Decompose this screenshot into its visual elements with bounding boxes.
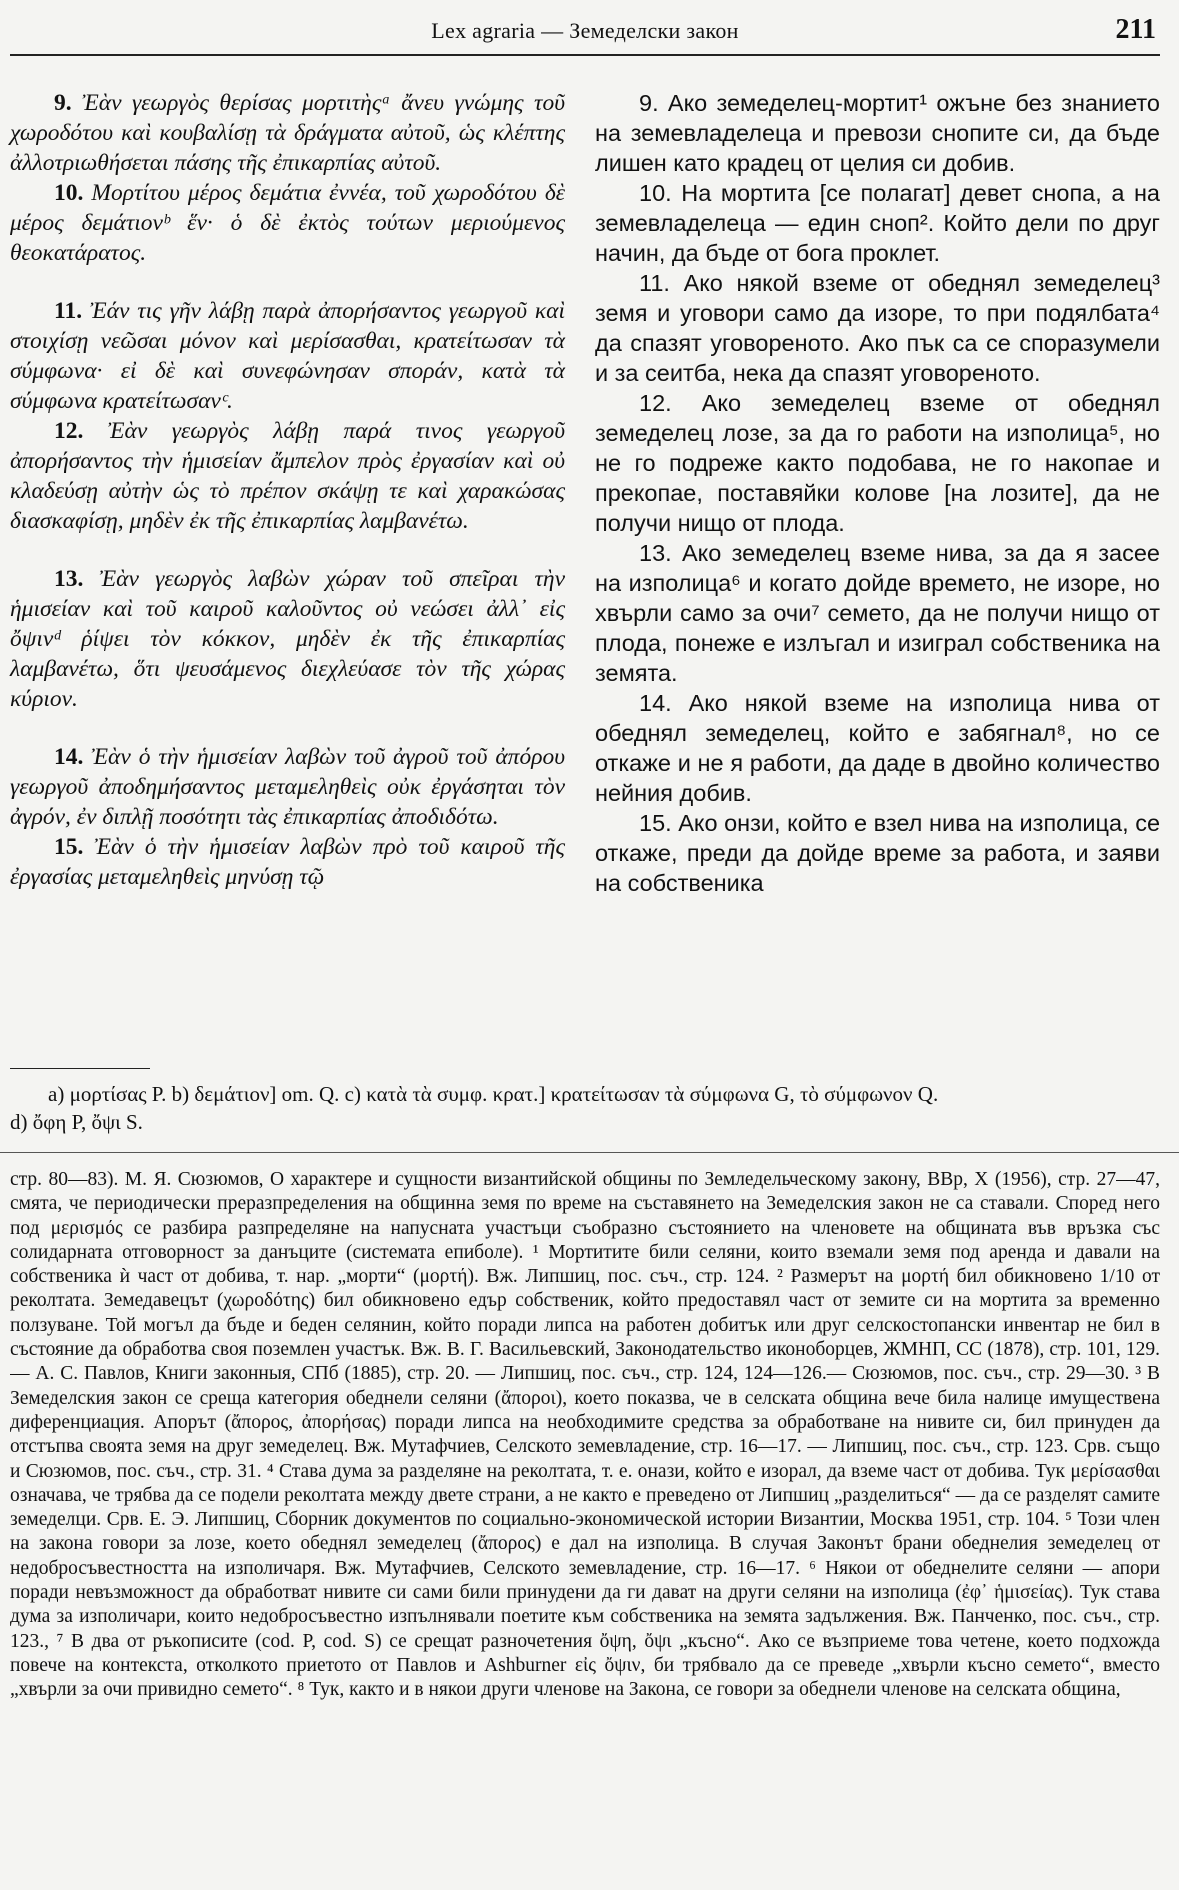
apparatus-divider: [10, 1068, 150, 1069]
greek-column: [10, 88, 565, 892]
bg-article-12: 12. Ако земеделец вземе от обеднял земеделец лозе, за да го работи на изполица⁵, но не го подреже както подобава, не го накопае и прекопае, поставяйки колове [на лозите], да не получи нищо от плода.: [595, 390, 1160, 536]
page-header: [10, 14, 1160, 56]
page-number: 211: [1115, 14, 1156, 45]
bg-article-13: 13. Ако земеделец вземе нива, за да я засее на изполица⁶ и когато дойде времето, не изоре, но хвърли само за очи⁷ семето, да не получи нищо от плода, понеже е излъгал и изиграл собственика на земята.: [595, 540, 1160, 686]
greek-article-15: 15. Ἐὰν ὁ τὴν ἡμισείαν λαβὼν πρὸ τοῦ καιροῦ τῆς ἐργασίας μεταμεληθεὶς μηνύσῃ τῷ: [10, 834, 565, 890]
bulgarian-column: [595, 88, 1160, 898]
greek-article-13: 13. Ἐὰν γεωργὸς λαβὼν χώραν τοῦ σπεῖραι τὴν ἡμισείαν καὶ τοῦ καιροῦ καλοῦντος οὐ νεώσει ἀλλ᾿ εἰς ὄψινᵈ ῥίψει τὸν κόκκον, μηδὲν ἐκ τῆς ἐπικαρπίας λαμβανέτω, ὅτι ψευσάμενος διεχλεύασε τὸν τῆς χώρας κύριον.: [10, 566, 566, 712]
parallel-text: [10, 88, 1160, 1048]
footnotes: [10, 1168, 1160, 1884]
apparatus-line: d) ὄφη P, ὄψι S.: [10, 1110, 143, 1134]
bg-article-9: 9. Ако земеделец-мортит¹ ожъне без знанието на земевладелеца и превози снопите си, да бъде лишен като крадец от целия си добив.: [595, 90, 1160, 176]
footnotes-text: стр. 80—83). М. Я. Сюзюмов, О характере и сущности византийской общины по Земледельческому закону, ВВр, X (1956), стр. 27—47, смята, че периодически преразпределения на общинна земя по време на съставянето на Земеделския закон не са ставали. Според него под μερισμός се разбира разпределяне на напусната участъци съобразно състоянието на членовете на общината във връзка със солидарната отговорност за данъците (системата епиболе). ¹ Мортитите били селяни, които вземали земя под аренда и давали на собственика ѝ част от добива, т. нар. „морти“ (μορτή). Вж. Липшиц, пос. съч., стр. 124. ² Размерът на μορτή бил обикновено 1/10 от реколтата. Земедавецът (χωροδότης) бил обикновено едър собственик, който предоставял част от земите си на мортита за временно ползуване. Той могъл да бъде и беден селянин, който поради липса на работен добитък или друг селскостопански инвентар не бил в състояние да обработва своя поземлен участък. Вж. В. Г. Васильевский, Законодательство иконоборцев, ЖМНП, СС (1878), стр. 101, 129. — А. С. Павлов, Книги законныя, СПб (1885), стр. 20. — Липшиц, пос. съч., стр. 124, 124—126.— Сюзюмов, пос. съч., стр. 29—30. ³ В Земеделския закон се среща категория обеднели селяни (ἄποροι), което показва, че в селската община вече била налице имуществена диференциация. Апорът (ἄπορος, ἀπορήσας) поради липса на необходимите средства за обработване на нивите си, бил принуден да отстъпва своята земя на друг земеделец. Вж. Мутафчиев, Селското земевладение, стр. 16—17. — Липшиц, пос. съч., стр. 123. Срв. също и Сюзюмов, пос. съч., стр. 31. ⁴ Става дума за разделяне на реколтата, т. е. онази, който е изорал, да вземе част от добива. Тук μερίσασθαι означава, че трябва да се подели реколтата между двете страни, а не както е преведено от Липшиц „разделиться“ — да се разделят самите земеделци. Срв. Е. Э. Липшиц, Сборник документов по социально-экономической истории Византии, Москва 1951, стр. 104. ⁵ Този член на закона говори за лозе, което обеднял земеделец (ἄπορος) е дал на изполица. В случая Законът брани обеднелия земеделец от недобросъвестността на изполичаря. Вж. Мутафчиев, Селското земевладение, стр. 16—17. ⁶ Някои от обеднелите селяни — апори поради невъзможност да обработват нивите си сами били принудени да ги дават на други селяни на изполица (ἐφ᾿ ἡμισείας). Тук става дума за изполичари, които недобросъвестно изпълнявали поетите към собственика на земята задължения. Вж. Панченко, пос. съч., стр. 123., ⁷ В два от ръкописите (cod. P, cod. S) се срещат разночетения ὄψη, ὄψι „късно“. Ако се възприеме това четене, което подхожда повече на контекста, отколкото приетото от Павлов и Ashburner εἰς ὄψιν, би трябвало да се преведе „хвърли късно семето“, вместо „хвърли за очи привидно семето“. ⁸ Тук, както и в някои други членове на Закона, се говори за обеднели членове на селската община,: [10, 1169, 1160, 1701]
greek-article-9: 9. Ἐὰν γεωργὸς θερίσας μορτιτὴςᵃ ἄνευ γνώμης τοῦ χωροδότου καὶ κουβαλίσῃ τὰ δράγματα αὐτοῦ, ὡς κλέπτης ἀλλοτριωθήσεται πάσης τῆς ἐπικαρπίας αὐτοῦ.: [10, 90, 565, 176]
greek-article-11: 11. Ἐάν τις γῆν λάβῃ παρὰ ἀπορήσαντος γεωργοῦ καὶ στοιχίσῃ νεῶσαι μόνον καὶ μερίσασθαι, κρατείτωσαν τὰ σύμφωνα· εἰ δὲ καὶ συνεφώνησαν σποράν, κατὰ τὰ σύμφωνα κρατείτωσανᶜ.: [10, 298, 565, 414]
bg-article-15: 15. Ако онзи, който е взел нива на изполица, се откаже, преди да дойде време за работа, и заяви на собственика: [595, 810, 1161, 896]
notes-divider: [0, 1152, 1179, 1153]
running-title: Lex agraria — Земеделски закон: [431, 18, 739, 43]
apparatus-line: a) μορτίσας P. b) δεμάτιον] om. Q. c) κατὰ τὰ συμφ. κρατ.] κρατείτωσαν τὰ σύμφωνα G, τὸ σύμφωνον Q.: [48, 1082, 939, 1106]
bg-article-14: 14. Ако някой вземе на изполица нива от обеднял земеделец, който е забягнал⁸, но се откаже и не я работи, да даде в двойно количество нейния добив.: [595, 690, 1161, 806]
bg-article-10: 10. На мортита [се полагат] девет снопа, а на земевладелеца — един сноп². Който дели по друг начин, да бъде от бога проклет.: [595, 180, 1160, 266]
greek-article-12: 12. Ἐὰν γεωργὸς λάβῃ παρά τινος γεωργοῦ ἀπορήσαντος τὴν ἡμισείαν ἄμπελον πρὸς ἐργασίαν καὶ οὐ κλαδεύσῃ αὐτὴν ὡς τὸ πρέπον σκάψῃ τε καὶ χαρακώσας διασκαφίσῃ, μηδὲν ἐκ τῆς ἐπικαρπίας λαμβανέτω.: [10, 418, 566, 534]
greek-article-10: 10. Μορτίτου μέρος δεμάτια ἐννέα, τοῦ χωροδότου δὲ μέρος δεμάτιονᵇ ἕν· ὁ δὲ ἐκτὸς τούτων μεριούμενος θεοκατάρατος.: [10, 180, 565, 266]
critical-apparatus: [10, 1080, 1160, 1136]
bg-article-11: 11. Ако някой вземе от обеднял земеделец³ земя и уговори само да изоре, то при подялбата⁴ да спазят уговореното. Ако пък са се споразумели и за сеитба, нека да спазят уговореното.: [595, 270, 1161, 386]
greek-article-14: 14. Ἐὰν ὁ τὴν ἡμισείαν λαβὼν τοῦ ἀγροῦ τοῦ ἀπόρου γεωργοῦ ἀποδημήσαντος μεταμεληθεὶς οὐκ ἐργάσηται τὸν ἀγρόν, ἐν διπλῇ ποσότητι τὰς ἐπικαρπίας ἀποδιδότω.: [10, 744, 566, 830]
